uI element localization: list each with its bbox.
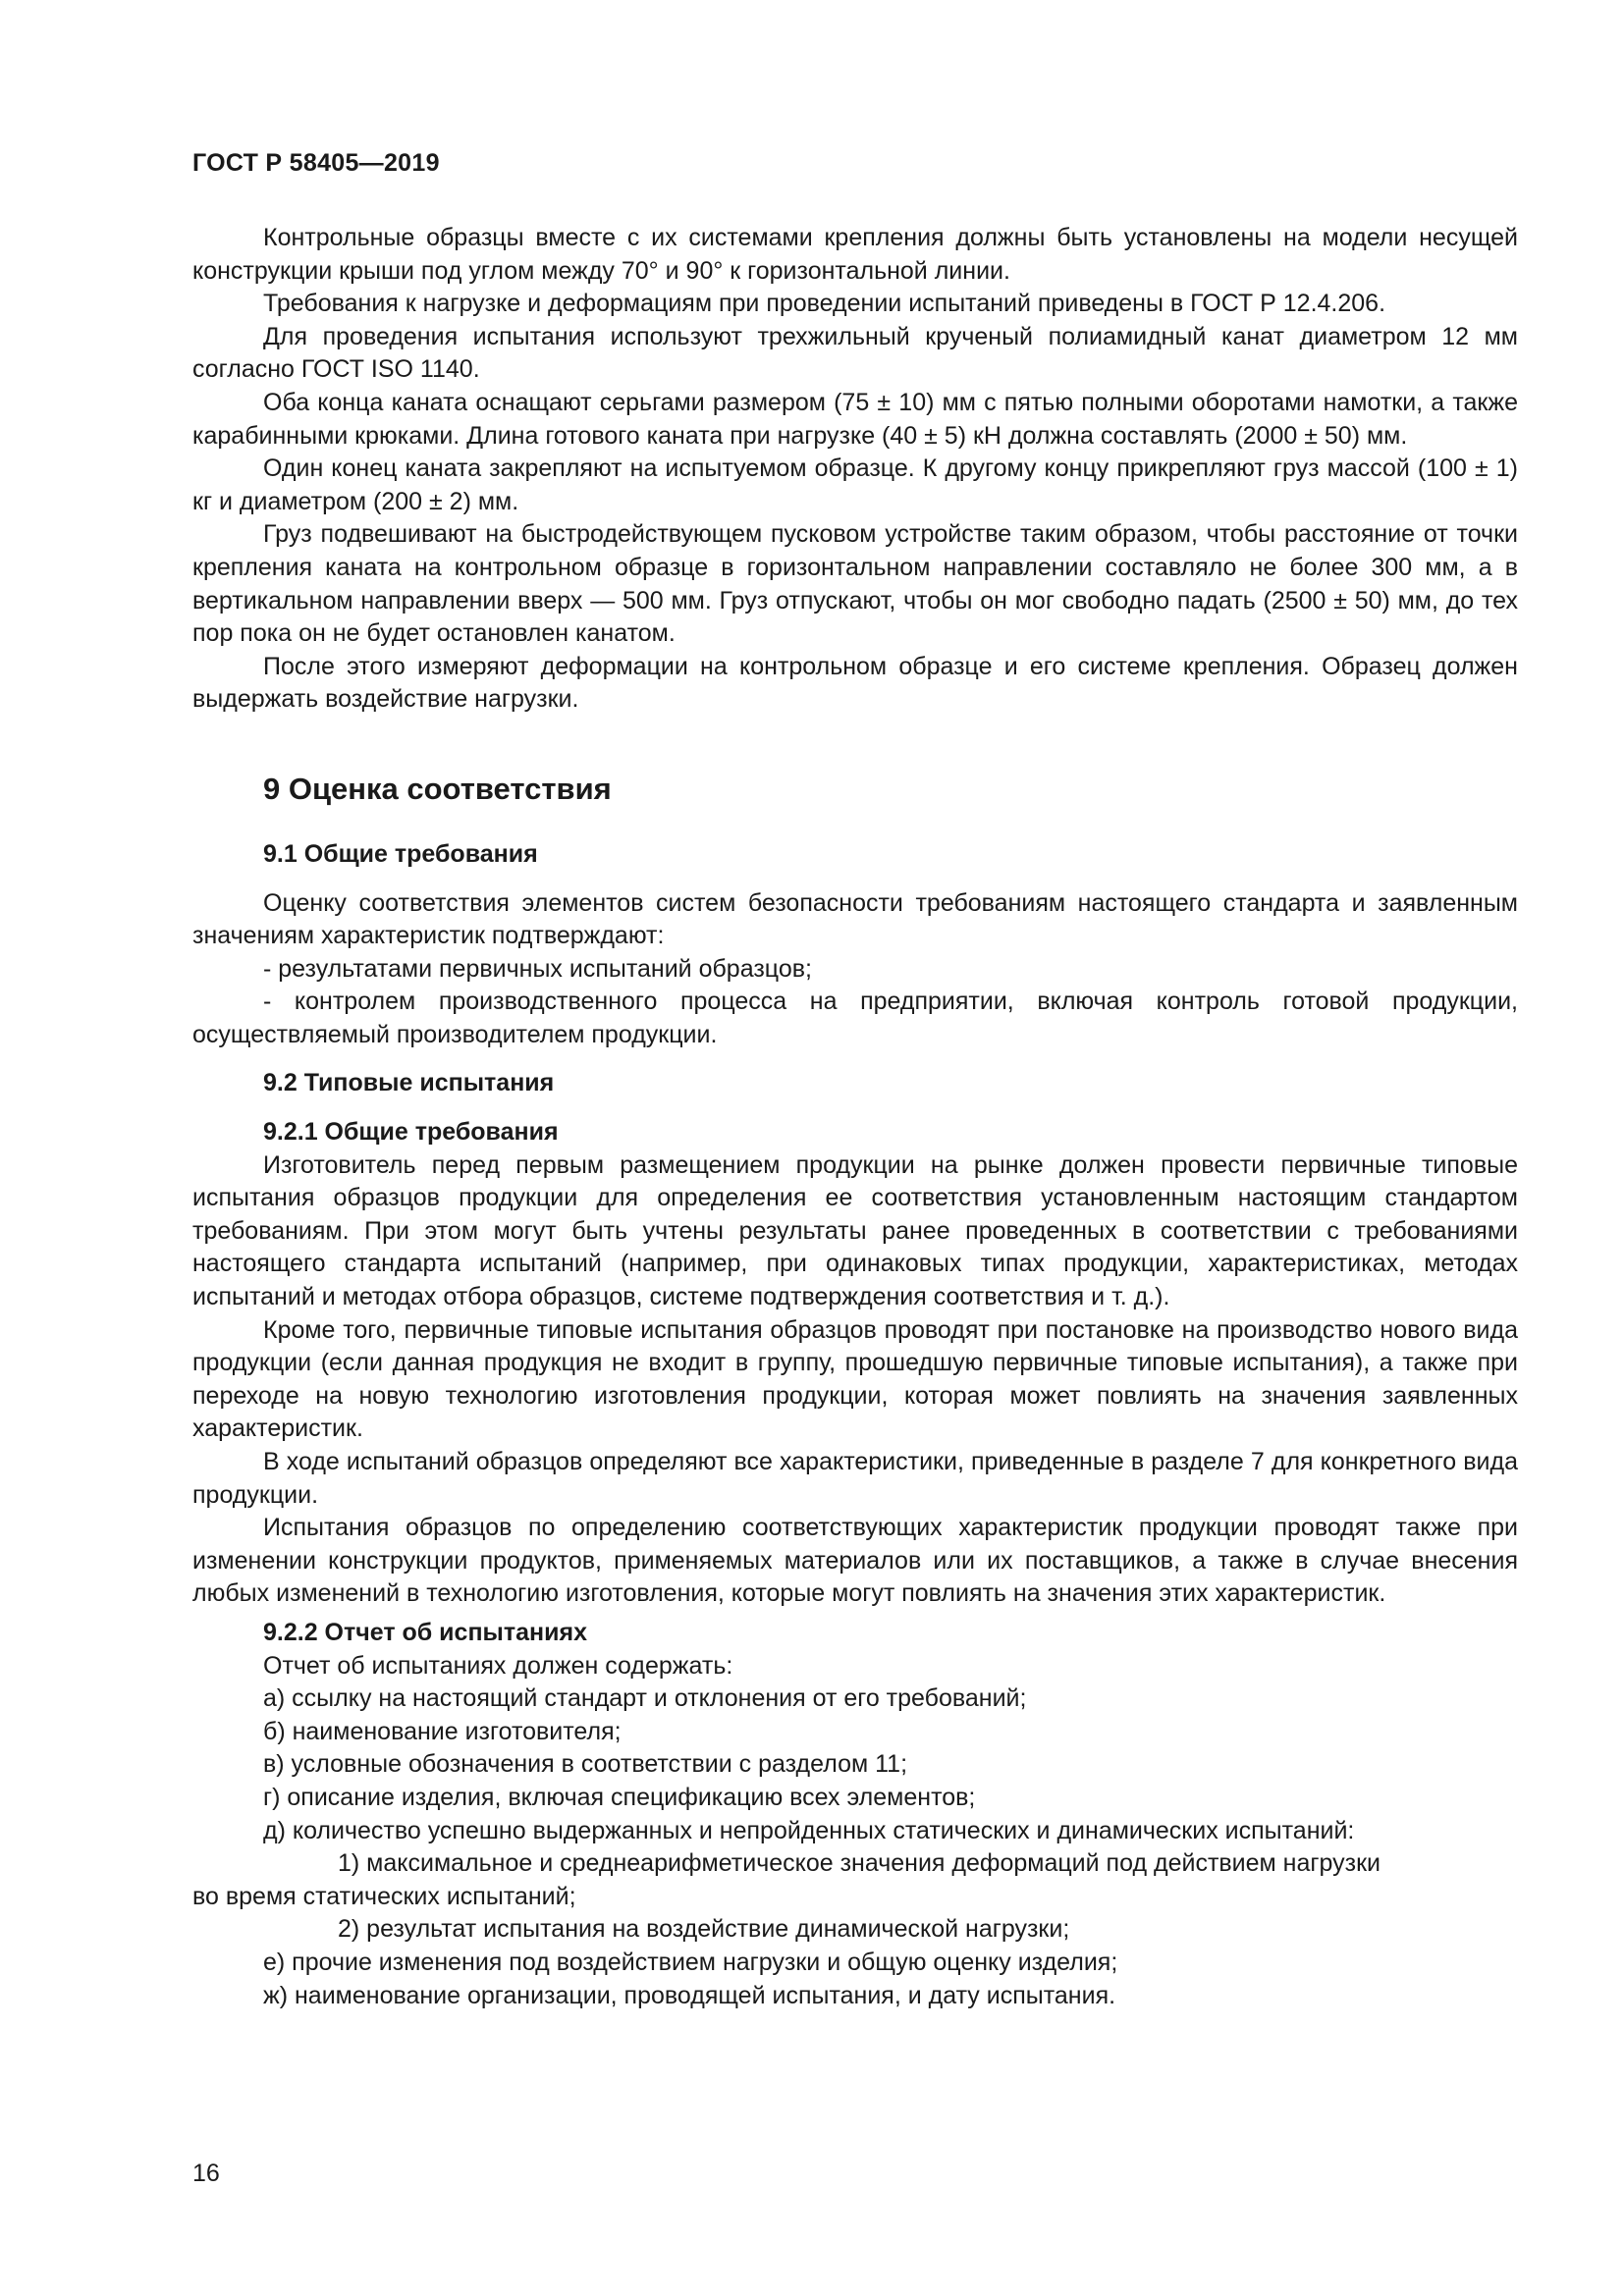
- list-item: г) описание изделия, включая спецификацию всех элементов;: [263, 1783, 976, 1811]
- paragraph: Для проведения испытания используют трехжильный крученый полиамидный канат диаметром 12 мм согласно ГОСТ ISO 1140.: [192, 322, 1518, 384]
- subsection-heading: 9.2 Типовые испытания: [263, 1069, 555, 1097]
- list-item: д) количество успешно выдержанных и непройденных статических и динамических испытаний:: [263, 1816, 1355, 1844]
- paragraph: Оба конца каната оснащают серьгами размером (75 ± 10) мм с пятью полными оборотами намотки, а также карабинными крюками. Длина готового каната при нагрузке (40 ± 5) кН должна составлять (2000 ± 50) мм.: [192, 388, 1518, 450]
- paragraph: Кроме того, первичные типовые испытания образцов проводят при постановке на производство нового вида продукции (если данная продукция не входит в группу, прошедшую первичные типовые испытания), а также при переходе на новую технологию изготовления продукции, которая может повлиять на значения заявленных характеристик.: [192, 1315, 1518, 1443]
- sub-list-item-continuation: во время статических испытаний;: [192, 1882, 576, 1910]
- paragraph: Требования к нагрузке и деформациям при проведении испытаний приведены в ГОСТ Р 12.4.206.: [263, 290, 1386, 318]
- document-body: [192, 222, 1518, 2012]
- sub-list-item: 1) максимальное и среднеарифметическое значения деформаций под действием нагрузки: [338, 1849, 1380, 1878]
- page-number: 16: [192, 2160, 220, 2187]
- paragraph: Груз подвешивают на быстродействующем пусковом устройстве таким образом, чтобы расстояние от точки крепления каната на контрольном образце в горизонтальном направлении составляло не более 300 мм, а в вертикальном направлении вверх — 500 мм. Груз отпускают, чтобы он мог свободно падать (2500 ± 50) мм, до тех пор пока он не будет остановлен канатом.: [192, 520, 1518, 648]
- paragraph: Изготовитель перед первым размещением продукции на рынке должен провести первичные типовые испытания образцов продукции для определения ее соответствия установленным настоящим стандартом требованиям. При этом могут быть учтены результаты ранее проведенных в соответствии с требованиями настоящего стандарта испытаний (например, при одинаковых типах продукции, характеристиках, методах испытаний и методах отбора образцов, системе подтверждения соответствия и т. д.).: [192, 1150, 1518, 1311]
- paragraph: Испытания образцов по определению соответствующих характеристик продукции проводят также при изменении конструкции продуктов, применяемых материалов или их поставщиков, а также в случае внесения любых изменений в технологию изготовления, которые могут повлиять на значения этих характеристик.: [192, 1514, 1518, 1608]
- list-item: е) прочие изменения под воздействием нагрузки и общую оценку изделия;: [263, 1948, 1118, 1976]
- paragraph: Один конец каната закрепляют на испытуемом образце. К другому концу прикрепляют груз массой (100 ± 1) кг и диаметром (200 ± 2) мм.: [192, 454, 1518, 515]
- document-header: ГОСТ Р 58405—2019: [192, 149, 440, 177]
- paragraph: Контрольные образцы вместе с их системами крепления должны быть установлены на модели несущей конструкции крыши под углом между 70° и 90° к горизонтальной линии.: [192, 224, 1518, 285]
- section-heading: 9 Оценка соответствия: [263, 771, 612, 806]
- subsubsection-heading: 9.2.2 Отчет об испытаниях: [263, 1618, 588, 1646]
- paragraph: Отчет об испытаниях должен содержать:: [263, 1651, 733, 1680]
- list-item: - контролем производственного процесса на предприятии, включая контроль готовой продукции, осуществляемый производителем продукции.: [192, 988, 1518, 1048]
- list-item: б) наименование изготовителя;: [263, 1717, 622, 1745]
- list-item: а) ссылку на настоящий стандарт и отклонения от его требований;: [263, 1684, 1027, 1713]
- subsection-heading: 9.1 Общие требования: [263, 839, 538, 868]
- paragraph: В ходе испытаний образцов определяют все характеристики, приведенные в разделе 7 для конкретного вида продукции.: [192, 1448, 1518, 1509]
- paragraph: После этого измеряют деформации на контрольном образце и его системе крепления. Образец должен выдержать воздействие нагрузки.: [192, 652, 1518, 714]
- list-item: в) условные обозначения в соответствии с разделом 11;: [263, 1750, 908, 1779]
- paragraph: Оценку соответствия элементов систем безопасности требованиям настоящего стандарта и заявленным значениям характеристик подтверждают:: [192, 888, 1518, 950]
- list-item: ж) наименование организации, проводящей испытания, и дату испытания.: [263, 1981, 1116, 2009]
- list-item: - результатами первичных испытаний образцов;: [263, 954, 812, 983]
- subsubsection-heading: 9.2.1 Общие требования: [263, 1118, 559, 1147]
- sub-list-item: 2) результат испытания на воздействие динамической нагрузки;: [338, 1915, 1070, 1944]
